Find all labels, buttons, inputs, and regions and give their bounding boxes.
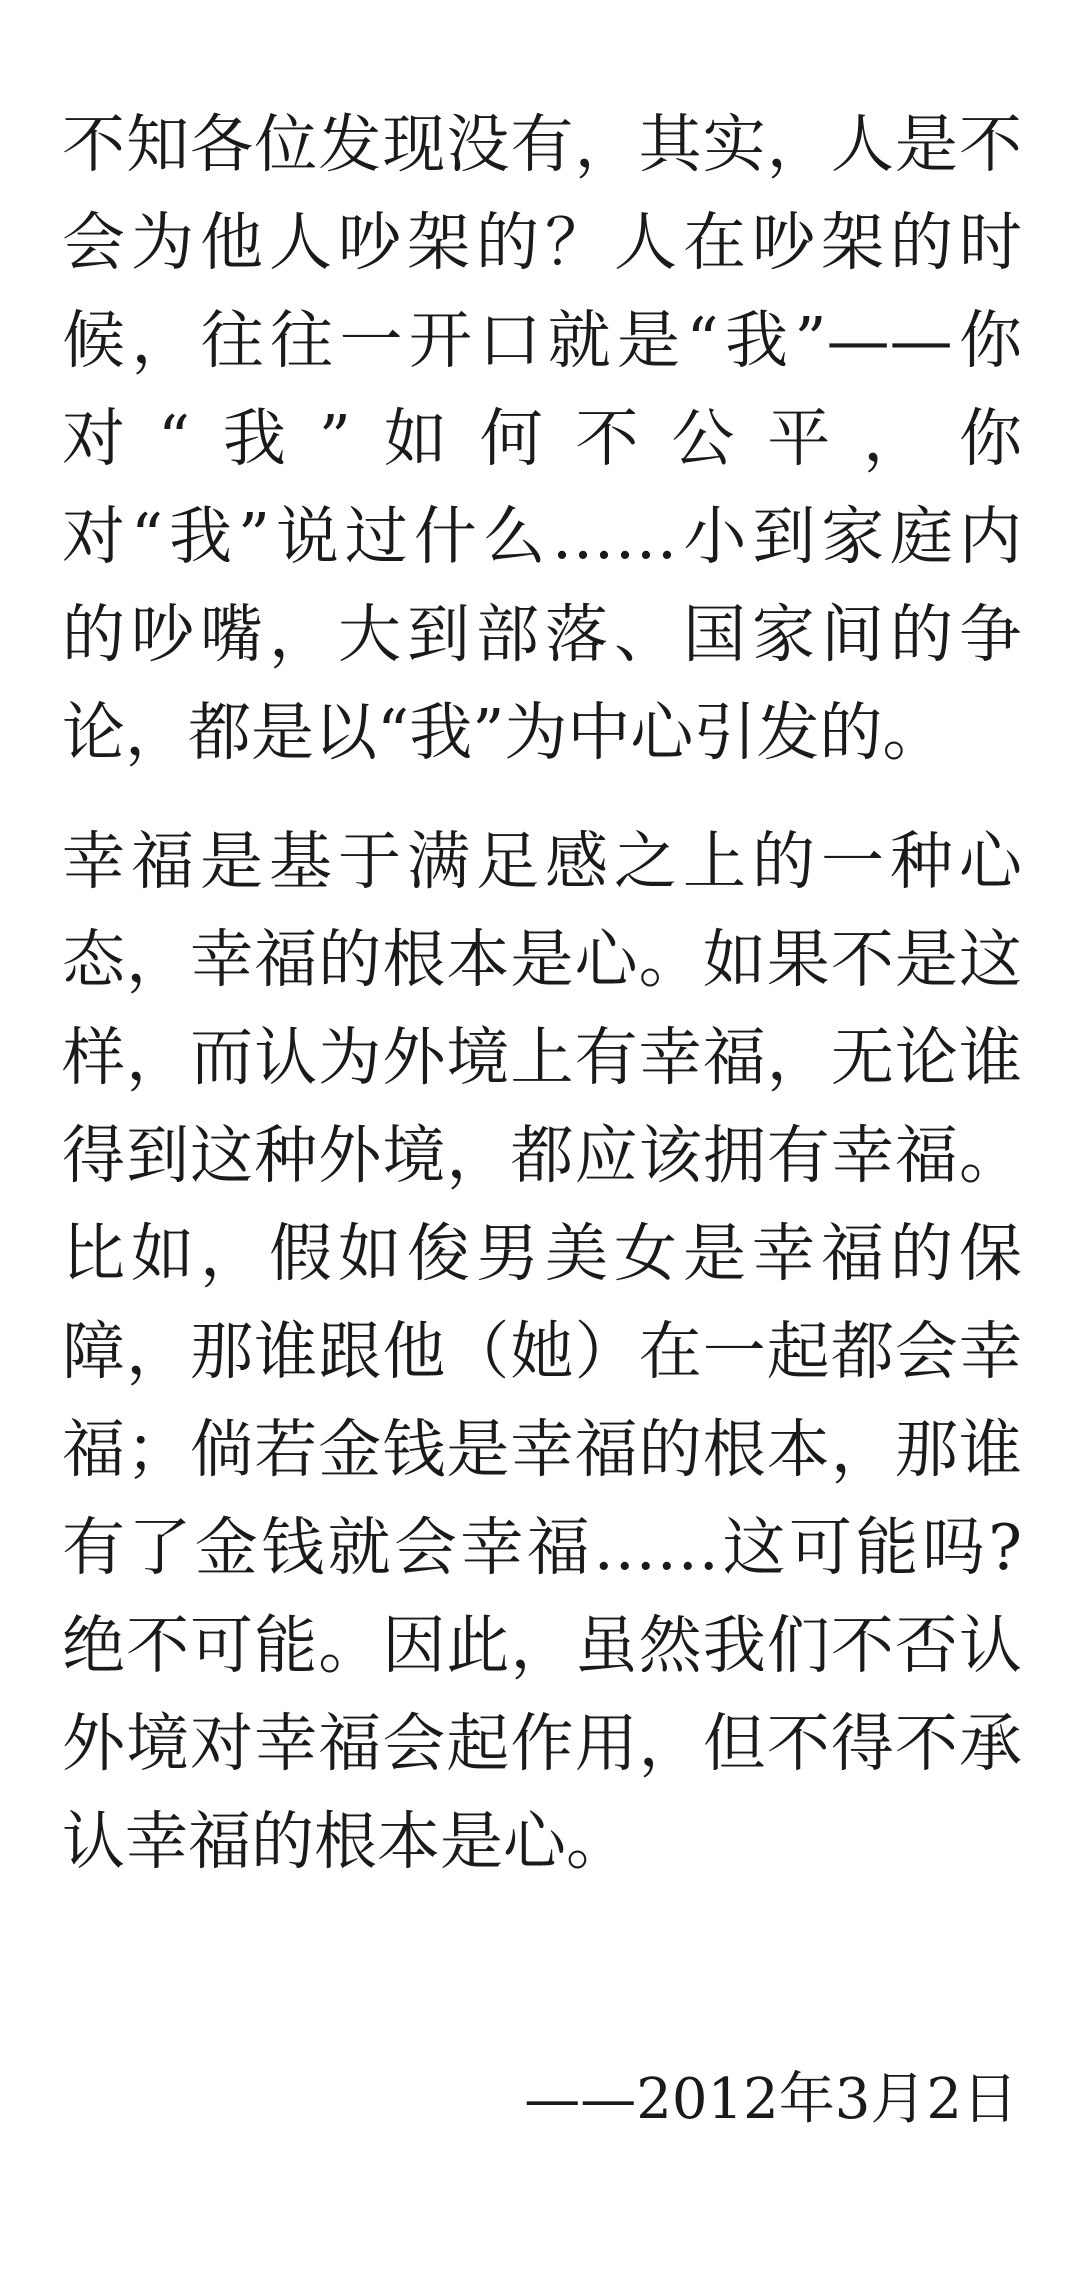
paragraph-2-line-2: 态，幸福的根本是心。如果不是这	[62, 923, 1022, 996]
paragraph-2-line-8: 有了金钱就会幸福……这可能吗?	[62, 1511, 1022, 1584]
paragraph-2-line-11: 认幸福的根本是心。	[62, 1805, 629, 1878]
paragraph-2-line-1: 幸福是基于满足感之上的一种心	[62, 825, 1022, 898]
signature-date: ——2012年3月2日	[524, 2067, 1018, 2132]
paragraph-2-line-4: 得到这种外境，都应该拥有幸福。	[62, 1119, 1022, 1192]
paragraph-1-line-4: 对“我”如何不公平，你	[62, 402, 1022, 475]
paragraph-2-line-3: 样，而认为外境上有幸福，无论谁	[62, 1021, 1022, 1094]
paragraph-2-line-9: 绝不可能。因此，虽然我们不否认	[62, 1609, 1022, 1682]
paragraph-1-line-1: 不知各位发现没有，其实，人是不	[62, 108, 1022, 181]
paragraph-1-line-7: 论，都是以“我”为中心引发的。	[62, 696, 946, 769]
paragraph-2-line-5: 比如，假如俊男美女是幸福的保	[62, 1217, 1022, 1290]
paragraph-1-line-2: 会为他人吵架的？人在吵架的时	[62, 206, 1022, 279]
paragraph-1-line-5: 对“我”说过什么……小到家庭内	[62, 500, 1022, 573]
paragraph-1-line-6: 的吵嘴，大到部落、国家间的争	[62, 598, 1022, 671]
paragraph-2-line-6: 障，那谁跟他（她）在一起都会幸	[62, 1315, 1022, 1388]
paragraph-1-line-3: 候，往往一开口就是“我”——你	[62, 304, 1022, 377]
paragraph-2-line-7: 福；倘若金钱是幸福的根本，那谁	[62, 1413, 1022, 1486]
paragraph-2-line-10: 外境对幸福会起作用，但不得不承	[62, 1707, 1022, 1780]
